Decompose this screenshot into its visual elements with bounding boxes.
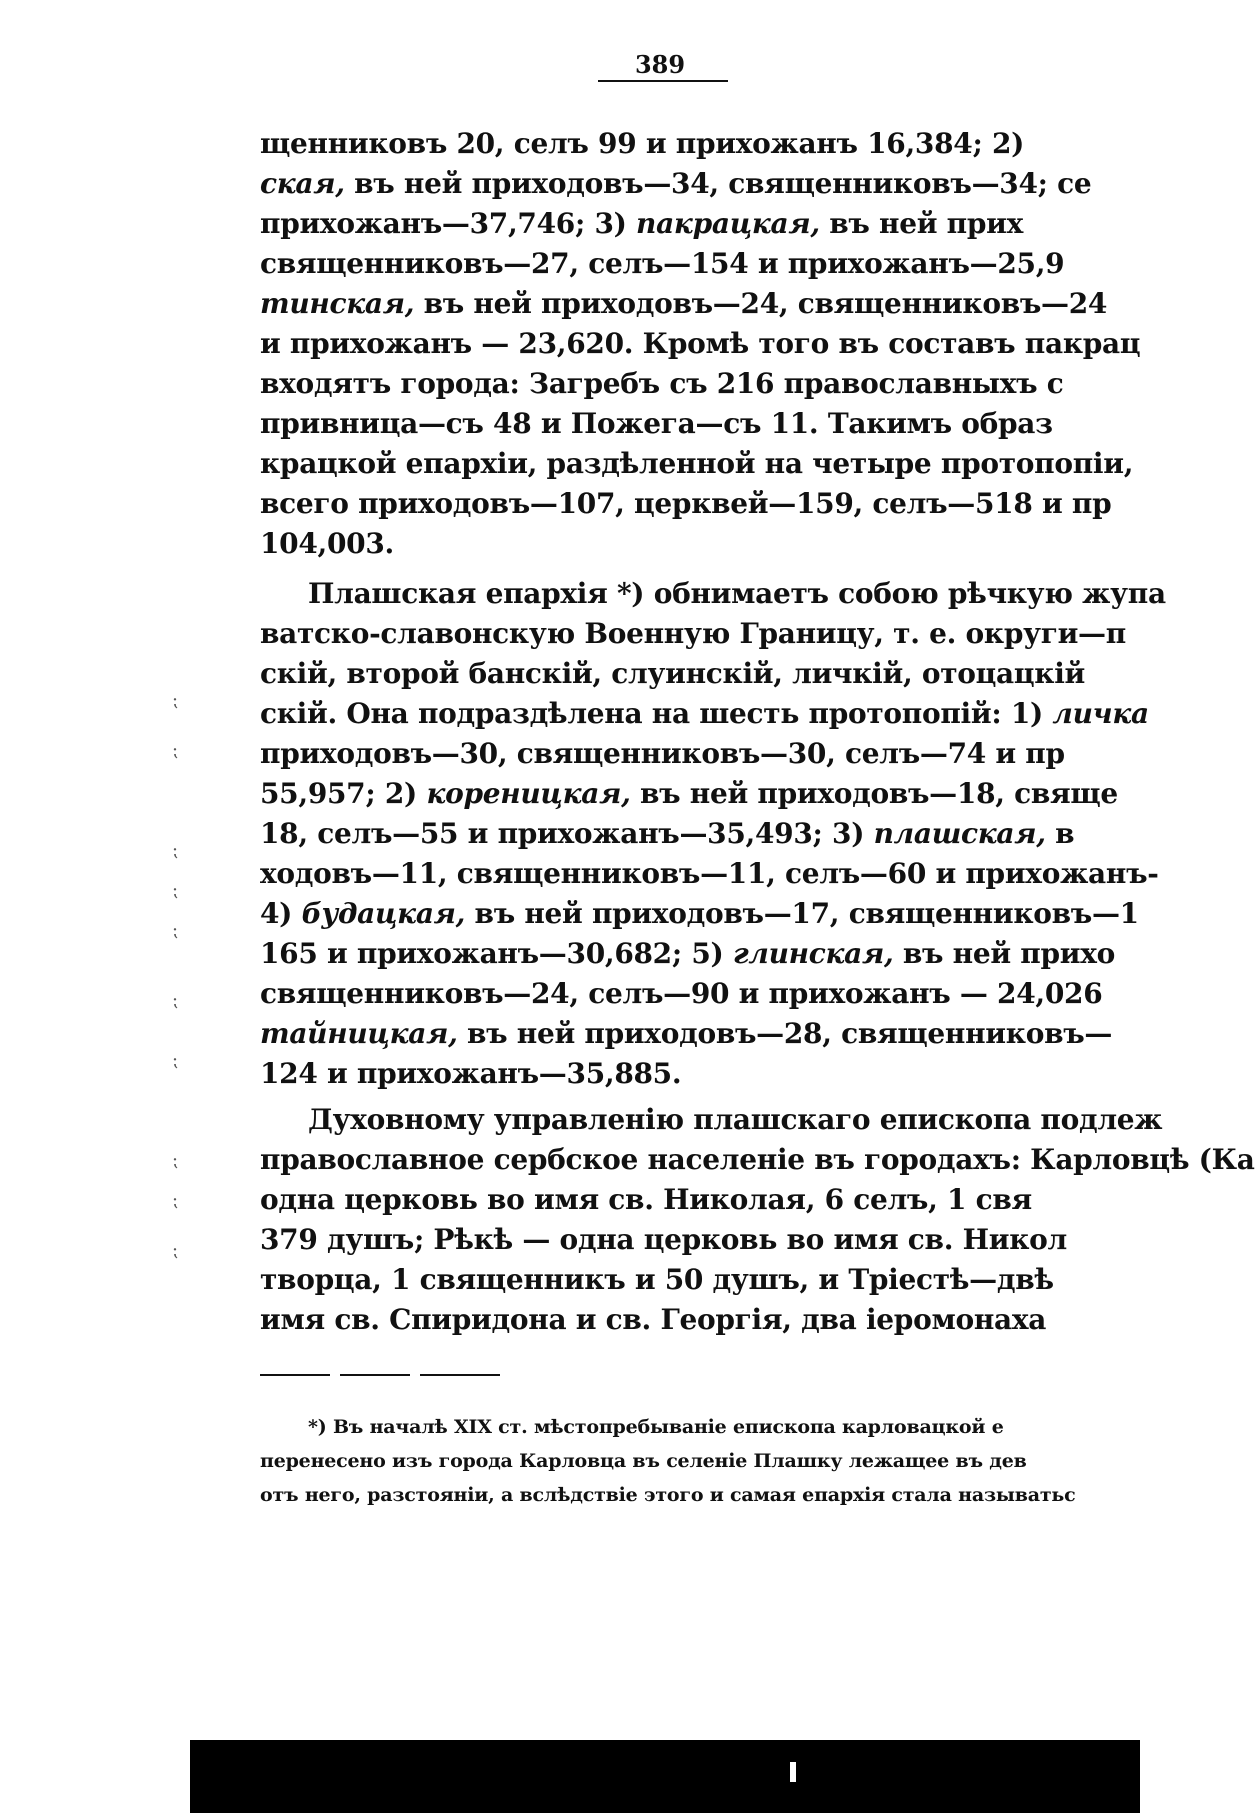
italic-term: ская, [260, 167, 345, 200]
margin-speck: ⁏ [172, 990, 179, 1011]
text-line [260, 654, 1086, 694]
text-line [260, 1100, 1163, 1140]
text-run: 55,957; 2) [260, 777, 427, 810]
text-line [260, 244, 1065, 284]
footnote [260, 1410, 1076, 1512]
margin-speck: ⁏ [172, 740, 179, 761]
footnote-rule-2 [340, 1374, 410, 1376]
text-run: крацкой епархіи, раздѣленной на четыре протопопіи, [260, 447, 1134, 480]
text-run: в [1045, 817, 1075, 850]
text-line [260, 524, 960, 564]
footnote-rule-3 [420, 1374, 500, 1376]
text-line [260, 204, 1024, 244]
italic-term: пакрацкая, [636, 207, 820, 240]
text-run: 124 и прихожанъ—35,885. [260, 1057, 682, 1090]
text-run: одна церковь во имя св. Николая, 6 селъ, 1 свя [260, 1183, 1032, 1216]
text-run: въ ней приходовъ—34, священниковъ—34; се [344, 167, 1092, 200]
footnote-line: *) Въ началѣ XIX ст. мѣстопребываніе епископа карловацкой е [308, 1416, 1004, 1438]
text-line [260, 814, 1075, 854]
margin-speck: ⁏ [172, 840, 179, 861]
margin-speck: ⁏ [172, 1050, 179, 1071]
text-run: въ ней приходовъ—28, священниковъ— [457, 1017, 1113, 1050]
text-run: въ ней прихо [893, 937, 1116, 970]
text-line [260, 614, 1126, 654]
text-run: прихожанъ—37,746; 3) [260, 207, 637, 240]
italic-term: тайницкая, [260, 1017, 458, 1050]
text-run: щенниковъ 20, селъ 99 и прихожанъ 16,384; 2) [260, 127, 1025, 160]
text-line [260, 404, 1053, 444]
text-run: священниковъ—27, селъ—154 и прихожанъ—25,9 [260, 247, 1065, 280]
text-line [260, 324, 1141, 364]
margin-speck: ⁏ [172, 880, 179, 901]
text-run: въ ней приходовъ—24, священниковъ—24 [414, 287, 1108, 320]
text-line [260, 1220, 1067, 1260]
italic-term: кореницкая, [426, 777, 631, 810]
footnote-line: перенесено изъ города Карловца въ селеніе Плашку лежащее въ дев [260, 1450, 1027, 1472]
text-run: 4) [260, 897, 302, 930]
text-run: ходовъ—11, священниковъ—11, селъ—60 и прихожанъ- [260, 857, 1159, 890]
text-run: творца, 1 священникъ и 50 душъ, и Тріестѣ—двѣ [260, 1263, 1054, 1296]
paragraph-2 [260, 574, 1166, 1094]
text-line [260, 974, 1103, 1014]
paragraph-1 [260, 124, 1141, 564]
text-run: въ ней приходовъ—17, священниковъ—1 [465, 897, 1139, 930]
margin-speck: ⁏ [172, 690, 179, 711]
text-run: 379 душъ; Рѣкѣ — одна церковь во имя св. Никол [260, 1223, 1067, 1256]
text-run: въ ней прих [819, 207, 1024, 240]
text-line [260, 164, 1092, 204]
text-run: привница—съ 48 и Пожега—съ 11. Такимъ образ [260, 407, 1053, 440]
text-line [260, 1054, 960, 1094]
text-line [260, 124, 1025, 164]
text-run: входятъ города: Загребъ съ 216 православныхъ с [260, 367, 1064, 400]
text-run: всего приходовъ—107, церквей—159, селъ—518 и пр [260, 487, 1112, 520]
text-line [260, 1180, 1032, 1220]
text-line [260, 1260, 1054, 1300]
margin-speck: ⁏ [172, 1150, 179, 1171]
text-run: приходовъ—30, священниковъ—30, селъ—74 и пр [260, 737, 1065, 770]
italic-term: будацкая, [301, 897, 466, 930]
scan-bottom-bar [190, 1740, 1140, 1813]
text-run: и прихожанъ — 23,620. Кромѣ того въ составъ пакрац [260, 327, 1141, 360]
text-line [260, 364, 1064, 404]
italic-term: плашская, [873, 817, 1046, 850]
margin-speck: ⁏ [172, 920, 179, 941]
footnote-line: отъ него, разстояніи, а вслѣдствіе этого и самая епархія стала называтьс [260, 1484, 1076, 1506]
italic-term: личка [1052, 697, 1149, 730]
text-line [260, 894, 1139, 934]
text-run: 165 и прихожанъ—30,682; 5) [260, 937, 733, 970]
page-number-rule [598, 80, 728, 82]
italic-term: тинская, [260, 287, 415, 320]
text-line [260, 774, 1118, 814]
italic-term: глинская, [732, 937, 894, 970]
text-run: скій, второй банскій, слуинскій, личкій, отоцацкій [260, 657, 1086, 690]
margin-speck: ⁏ [172, 1240, 179, 1261]
text-line [260, 854, 1159, 894]
text-line [260, 484, 1112, 524]
text-line [260, 1300, 1047, 1340]
text-run: 104,003. [260, 527, 394, 560]
page-number: 389 [634, 50, 686, 79]
margin-speck: ⁏ [172, 1190, 179, 1211]
text-run: ватско-славонскую Военную Границу, т. е. округи—п [260, 617, 1126, 650]
text-run: въ ней приходовъ—18, свяще [630, 777, 1118, 810]
text-line [260, 284, 1108, 324]
text-run: скій. Она подраздѣлена на шесть протопопій: 1) [260, 697, 1053, 730]
text-line [260, 574, 1166, 614]
scan-bar-mark [790, 1762, 796, 1782]
text-line [260, 734, 1065, 774]
text-run: православное сербское населеніе въ городахъ: Карловцѣ (Ка [260, 1143, 1255, 1176]
text-line [260, 444, 1134, 484]
text-line [260, 1140, 1255, 1180]
text-line [260, 1014, 1113, 1054]
text-run: Плашская епархія *) обнимаетъ собою рѣчкую жупа [308, 577, 1166, 610]
text-run: священниковъ—24, селъ—90 и прихожанъ — 24,026 [260, 977, 1103, 1010]
text-run: имя св. Спиридона и св. Георгія, два іеромонаха [260, 1303, 1047, 1336]
footnote-rule-1 [260, 1374, 330, 1376]
text-line [260, 934, 1116, 974]
text-line [260, 694, 1149, 734]
paragraph-3 [260, 1100, 1255, 1340]
text-run: 18, селъ—55 и прихожанъ—35,493; 3) [260, 817, 874, 850]
text-run: Духовному управленію плашскаго епископа подлеж [308, 1103, 1163, 1136]
